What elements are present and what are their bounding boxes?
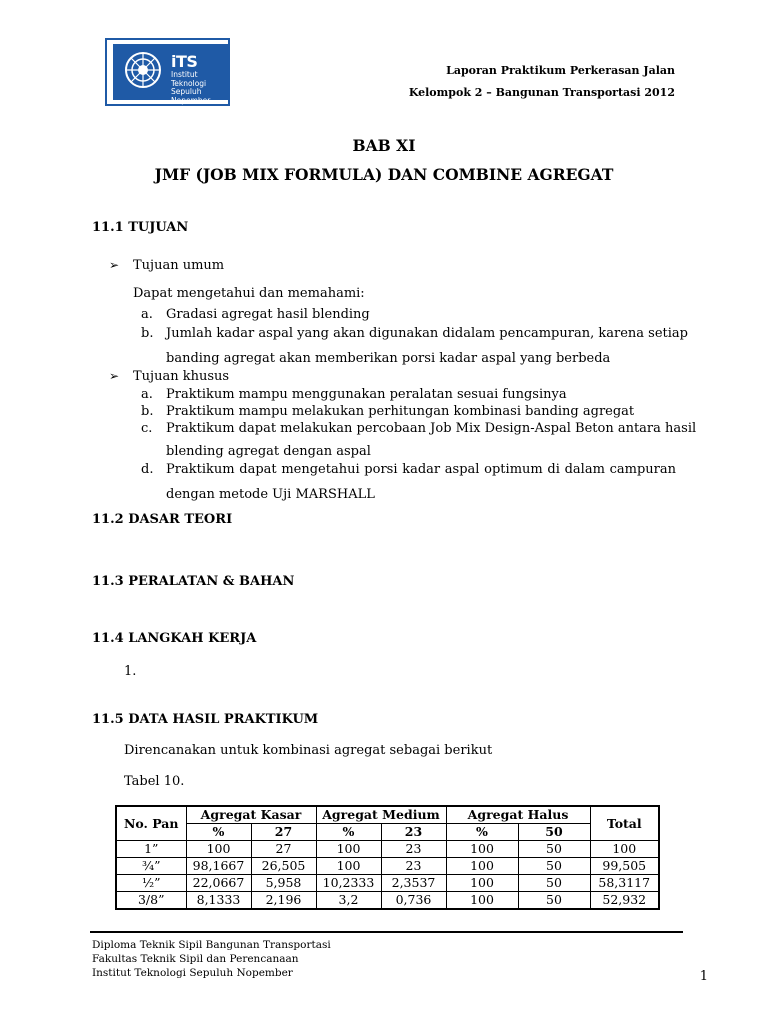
list-marker: d. — [141, 462, 154, 477]
logo-subtitle — [171, 71, 230, 105]
subheader-percent: % — [446, 824, 518, 841]
list-item: Praktikum mampu melakukan perhitungan kombinasi banding agregat — [166, 404, 635, 419]
cell-total: 52,932 — [590, 892, 659, 910]
section-heading-dasar-teori: 11.2 DASAR TEORI — [92, 512, 233, 527]
table-row — [116, 858, 659, 875]
cell-medium-percent: 100 — [316, 841, 381, 858]
header-agregat-medium: Agregat Medium — [316, 806, 446, 824]
cell-pan: ¾” — [116, 858, 186, 875]
cell-halus-value: 50 — [518, 875, 590, 892]
subheader-percent: % — [186, 824, 251, 841]
logo-subtitle-line: Institut — [171, 70, 198, 79]
list-item: Praktikum dapat melakukan percobaan Job Mix Design-Aspal Beton antara hasil — [166, 421, 697, 436]
list-item-continuation: blending agregat dengan aspal — [166, 444, 371, 459]
header-report-title: Laporan Praktikum Perkerasan Jalan — [446, 64, 675, 77]
list-item: Gradasi agregat hasil blending — [166, 307, 370, 322]
cell-medium-value: 23 — [381, 858, 446, 875]
page-number: 1 — [699, 969, 708, 984]
cell-halus-value: 50 — [518, 858, 590, 875]
logo-subtitle-line: Sepuluh Nopember — [171, 87, 211, 105]
cell-kasar-percent: 100 — [186, 841, 251, 858]
cell-medium-value: 0,736 — [381, 892, 446, 910]
header-agregat-halus: Agregat Halus — [446, 806, 590, 824]
general-goal-intro: Dapat mengetahui dan memahami: — [133, 286, 365, 301]
table-header-row — [116, 806, 659, 824]
logo-panel — [113, 44, 230, 105]
list-item: Praktikum dapat mengetahui porsi kadar aspal optimum di dalam campuran — [166, 462, 676, 477]
chapter-title: JMF (JOB MIX FORMULA) DAN COMBINE AGREGAT — [154, 165, 614, 184]
cell-total: 99,505 — [590, 858, 659, 875]
subheader-halus-ratio: 50 — [518, 824, 590, 841]
subheader-percent: % — [316, 824, 381, 841]
section-heading-langkah-kerja: 11.4 LANGKAH KERJA — [92, 631, 257, 646]
cell-kasar-value: 5,958 — [251, 875, 316, 892]
cell-kasar-value: 27 — [251, 841, 316, 858]
chapter-number: BAB XI — [352, 136, 416, 155]
cell-medium-percent: 100 — [316, 858, 381, 875]
arrow-bullet-icon: ➢ — [109, 258, 120, 272]
header-total: Total — [590, 806, 659, 841]
header-group: Kelompok 2 – Bangunan Transportasi 2012 — [408, 86, 675, 99]
cell-kasar-value: 26,505 — [251, 858, 316, 875]
table-row — [116, 875, 659, 892]
its-emblem-icon — [123, 50, 163, 90]
subheader-kasar-ratio: 27 — [251, 824, 316, 841]
list-marker: a. — [141, 307, 153, 322]
cell-kasar-value: 2,196 — [251, 892, 316, 910]
logo-title: iTS — [171, 52, 198, 71]
data-intro: Direncanakan untuk kombinasi agregat sebagai berikut — [124, 743, 493, 758]
list-item-continuation: dengan metode Uji MARSHALL — [166, 487, 375, 502]
subheader-medium-ratio: 23 — [381, 824, 446, 841]
section-heading-peralatan: 11.3 PERALATAN & BAHAN — [92, 574, 295, 589]
cell-kasar-percent: 98,1667 — [186, 858, 251, 875]
table-caption: Tabel 10. — [124, 774, 185, 789]
cell-medium-value: 2,3537 — [381, 875, 446, 892]
footer-divider — [90, 931, 683, 933]
step-item: 1. — [124, 664, 137, 679]
cell-halus-percent: 100 — [446, 875, 518, 892]
cell-kasar-percent: 22,0667 — [186, 875, 251, 892]
list-item-continuation: banding agregat akan memberikan porsi kadar aspal yang berbeda — [166, 351, 611, 366]
section-heading-tujuan: 11.1 TUJUAN — [92, 220, 189, 235]
cell-medium-percent: 10,2333 — [316, 875, 381, 892]
section-heading-data: 11.5 DATA HASIL PRAKTIKUM — [92, 712, 319, 727]
specific-goal-label: Tujuan khusus — [133, 369, 230, 384]
cell-total: 100 — [590, 841, 659, 858]
cell-medium-value: 23 — [381, 841, 446, 858]
cell-medium-percent: 3,2 — [316, 892, 381, 910]
list-marker: c. — [141, 421, 153, 436]
footer-line: Diploma Teknik Sipil Bangunan Transportasi — [92, 939, 331, 951]
cell-halus-value: 50 — [518, 892, 590, 910]
logo-subtitle-line: Teknologi — [171, 78, 207, 88]
cell-total: 58,3117 — [590, 875, 659, 892]
header-agregat-kasar: Agregat Kasar — [186, 806, 316, 824]
cell-pan: 3/8” — [116, 892, 186, 910]
footer-line: Fakultas Teknik Sipil dan Perencanaan — [92, 953, 299, 965]
footer-line: Institut Teknologi Sepuluh Nopember — [92, 967, 293, 979]
list-item: Jumlah kadar aspal yang akan digunakan didalam pencampuran, karena setiap — [166, 326, 688, 341]
table-row — [116, 841, 659, 858]
cell-pan: 1” — [116, 841, 186, 858]
cell-pan: ½” — [116, 875, 186, 892]
cell-halus-percent: 100 — [446, 892, 518, 910]
list-item: Praktikum mampu menggunakan peralatan sesuai fungsinya — [166, 387, 567, 402]
general-goal-label: Tujuan umum — [133, 258, 225, 273]
cell-halus-percent: 100 — [446, 841, 518, 858]
aggregate-combination-table — [115, 805, 660, 910]
list-marker: b. — [141, 326, 154, 341]
arrow-bullet-icon: ➢ — [109, 369, 120, 383]
its-logo — [105, 38, 230, 106]
list-marker: b. — [141, 404, 154, 419]
cell-halus-value: 50 — [518, 841, 590, 858]
cell-halus-percent: 100 — [446, 858, 518, 875]
header-no-pan: No. Pan — [116, 806, 186, 841]
cell-kasar-percent: 8,1333 — [186, 892, 251, 910]
table-row — [116, 892, 659, 910]
table-subheader-row — [116, 824, 659, 841]
list-marker: a. — [141, 387, 153, 402]
